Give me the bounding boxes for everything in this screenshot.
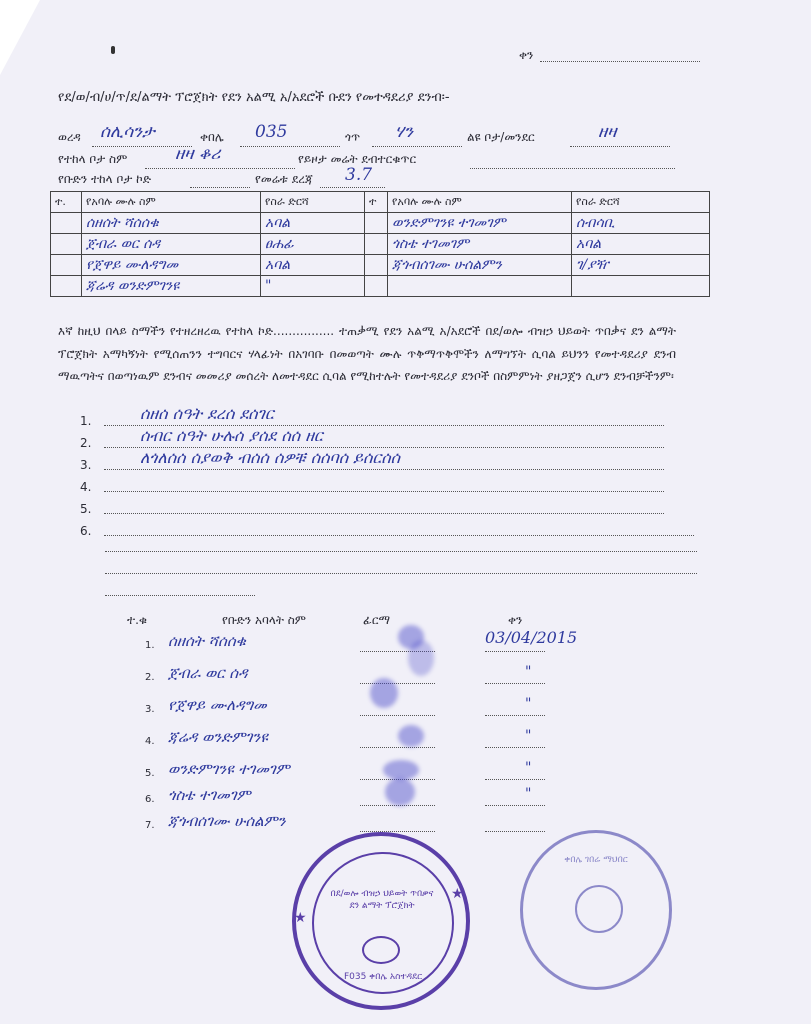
table-row [51,234,710,255]
signature-number: 4. [145,736,155,747]
signature-number: 1. [145,640,155,651]
member-role: " [261,276,365,297]
thumbprint-mark [408,640,434,676]
member-name: የጀዋይ ሙለዳግመ [82,255,261,276]
rule-item [80,476,700,498]
official-seal [520,830,672,990]
member-name: ጎስቴ ተገመገም [388,234,572,255]
rule-text: ለጎለሰሰ ሰያወቅ ብሰሰ ሰዎቹ ሰሰባሰ ይሰርሰሰ [140,448,401,467]
member-name [388,276,572,297]
signature-name: ጀብራ ወር ሰዳ [168,664,248,682]
member-table [50,191,710,297]
seal-ring-text: ቀበሌ ገበሬ ማህበር [564,855,628,865]
signature-date: " [525,728,532,744]
member-role: አባል [572,234,710,255]
table-header-cell: የስራ ድርሻ [261,192,365,213]
member-name: ጃጎብሰገሙ ሁሰልምን [388,255,572,276]
signature-number: 5. [145,768,155,779]
site-name-value: ዘዛ ቆሪ [175,144,221,164]
rule-text: ሰዘሰ ሰዓት ደረሰ ደሰገር [140,404,274,423]
got-value: ሃን [395,122,414,142]
table-header-cell: የአባሉ ሙሉ ስም [388,192,572,213]
folded-corner [0,0,40,75]
signature-date: " [525,696,532,712]
got-label: ጎጥ [345,130,361,144]
rule-item [80,520,700,542]
sig-header-date: ቀን [508,613,523,627]
member-name: ጃሬዳ ወንድምገንዩ [82,276,261,297]
signature-number: 2. [145,672,155,683]
signature-date: " [525,760,532,776]
woreda-label: ወረዳ [58,130,81,144]
thumbprint-mark [383,760,419,780]
member-name: ወንድምገንዩ ተገመገም [388,213,572,234]
kebele-line [240,145,340,147]
rule-number: 4. [80,480,92,494]
sig-header-no: ተ.ቁ [127,613,148,627]
signature-name: ሰዘሰት ሻሰሰቁ [168,632,246,650]
member-name: ጀብራ ወር ሰዳ [82,234,261,255]
nursery-label: የይዞታ መሬት ደብተርቁጥር [298,152,417,166]
site-name-line [145,167,295,169]
land-level-label: የመሬቱ ደረጃ [255,172,313,186]
signature-row [140,728,560,760]
table-header-cell: የስራ ድርሻ [572,192,710,213]
thumbprint-mark [385,778,415,806]
seal-emblem [362,936,400,964]
table-header-cell: ተ [365,192,388,213]
got-line [372,145,462,147]
land-level-line [320,186,385,188]
signature-number: 6. [145,794,155,805]
signature-name: የጀዋይ ሙለዳግመ [168,696,267,714]
signature-date: " [525,664,532,680]
rule-number: 2. [80,436,92,450]
date-line [540,60,700,62]
thumbprint-mark [398,725,424,747]
signature-date: " [525,786,532,802]
rule-continuation-line [105,572,697,574]
table-header-cell: ተ. [51,192,82,213]
rule-text: ሰብር ሰዓት ሁሉሰ ያሰደ ሰሰ ዘር [140,426,323,445]
rule-continuation-line [105,594,255,596]
member-role: ገ/ያዥ [572,255,710,276]
group-code-label: የቡድን ተከላ ቦታ ኮድ [58,172,152,186]
member-name: ሰዘሰት ሻሰሰቁ [82,213,261,234]
sig-header-signature: ፊርማ [363,613,391,627]
member-role: አባል [261,255,365,276]
group-code-line [190,186,250,188]
member-role: ሰብሳቢ [572,213,710,234]
signature-row [140,628,578,664]
date-label: ቀን [519,48,534,62]
member-role: አባል [261,213,365,234]
signature-row [140,812,560,838]
signature-name: ጃጎብሰገሙ ሁሰልምን [168,812,286,830]
signature-row [140,786,560,812]
seal-bottom-text: F035 ቀበሌ አስተዳደር [343,972,423,982]
star-icon: ★ [294,910,307,926]
seal-inner-ring [575,885,623,933]
table-row [51,255,710,276]
signature-row [140,696,560,728]
rule-number: 5. [80,502,92,516]
kebele-value: 035 [255,122,288,142]
hole-punch-mark [111,46,115,54]
signature-number: 7. [145,820,155,831]
table-header-cell: የአባሉ ሙሉ ስም [82,192,261,213]
member-role: ፀሐፊ [261,234,365,255]
thumbprint-mark [370,678,398,708]
rule-item [80,498,700,520]
rule-number: 1. [80,414,92,428]
land-level-value: 3.7 [345,165,373,185]
kebele-label: ቀበሌ [200,130,224,144]
bylaw-paragraph: እኛ ከዚህ በላይ ስማችን የተዘረዘረዉ የተከላ ኮድ................ ተጠቃሚ የደን አልሚ አ/አደሮች በደ/ወሎ ብዝኃ ህይወት ጥበቃና ደን ልማት ፕሮጀክት አማካኝነት የሚሰጠንን ተግባርና ሃላፊነት በአገባቡ በመወጣት ሙሉ ጥቅማጥቅሞችን ለማግኘት ሲባል ይህንን የመተዳደሪያ ደንብ ማዉጣትና በወጣነዉም ደንብና መመሪያ መሰረት ለመተዳደር ሲባል የሚከተሉት የመተዳደሪያ ደንቦች በስምምነት ያዘጋጀን ሲሆን ደንብቻችንም፡ [58,324,676,383]
signature-name: ጃሬዳ ወንድምገንዩ [168,728,268,746]
table-row [51,213,710,234]
signature-date: 03/04/2015 [485,628,578,647]
page-title: የደ/ወ/ብ/ሀ/ጥ/ደ/ልማት ፕሮጀክት የደን አልሚ አ/አደሮች ቡደን የመተዳደሪያ ደንብ፡- [58,90,450,105]
signature-row [140,664,560,696]
rule-continuation-line [105,550,697,552]
official-seal [292,832,470,1010]
seal-ring-text: በደ/ወሎ ብዝኃ ህይወት ጥበቃና ደን ልማት ፕሮጀክት [330,889,434,911]
table-header-row [51,192,710,213]
signature-number: 3. [145,704,155,715]
signature-name: ጎስቴ ተገመገም [168,786,251,804]
table-row [51,276,710,297]
rules-list [80,404,700,542]
signature-list [140,628,578,838]
signature-row [140,760,560,786]
rule-item [80,448,700,476]
woreda-value: ሰሊሳንታ [100,122,155,142]
rule-number: 3. [80,458,92,472]
signature-name: ወንድምገንዩ ተገመገም [168,760,290,778]
special-place-value: ዘዛ [598,122,617,142]
special-place-label: ልዩ ቦታ/መንደር [467,130,535,144]
star-icon: ★ [451,886,464,902]
site-name-label: የተከላ ቦታ ስም [58,152,128,166]
member-role [572,276,710,297]
sig-header-name: የቡድን አባላት ስም [222,613,306,627]
nursery-line [470,167,675,169]
special-place-line [570,145,670,147]
rule-number: 6. [80,524,92,538]
